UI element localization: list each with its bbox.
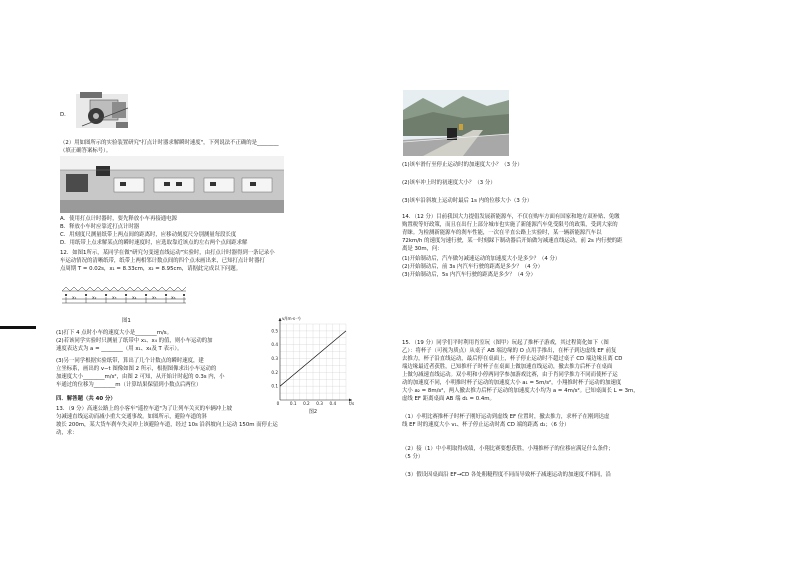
q15-stem-line7: 大小 a₂ = 8m/s²，两人撤去推力后杯子运动的加速度大小均为 a = 4m/s²。已知桌面长 L = 3m， (402, 388, 639, 394)
q15-part2-line1: （2）接（1）中小明取得成绩，小翔比赛要想获胜，小翔推杯子的位移应满足什么条件； (402, 446, 614, 452)
vt-graph (262, 314, 358, 418)
q12-part2-line2: 速度表达式为 a = ________（用 x₁、x₄及 T 表示）。 (56, 346, 183, 352)
y-tick-label: 0.1 (271, 383, 278, 389)
q14-stem-line1: 14．（12 分）目前我国大力提倡发展新能源车，不仅在购车方面有国家和地方双补贴、免缴 (402, 214, 620, 220)
y-tick-label: 0.4 (271, 342, 278, 348)
apparatus-photo-d (72, 88, 134, 134)
q13-stem-line4: 动，求： (56, 430, 78, 436)
section4-heading: 四．解答题（共 40 分） (56, 396, 116, 402)
apparatus-drawing (72, 88, 134, 134)
q15-part1-line2: 线 EF 时的速度大小 v₁、杯子停止运动时离 CD 端的距离 d₂；（6 分） (402, 422, 570, 428)
truck-ramp-photo (403, 90, 509, 156)
q15-stem-line2: 乙）：将杯子（可视为质点）从桌子 AB 端边缘的 O 点用手推出，在杯子到达虚线 EF 前复 (402, 348, 617, 354)
q13-part2: (2)该车冲上时的初速度大小？（3 分） (402, 180, 496, 186)
x-axis-label: t/s (349, 401, 355, 406)
figure2-caption: 图2 (308, 409, 318, 415)
q2-option-c: C．用刻度尺测量纸带上两点间的距离时，应移动刻度尺分别测量每段长度 (60, 232, 237, 238)
q12-stem-line3: 点周期 T = 0.02s，x₁ = 8.33cm，x₂ = 8.95cm，请据此完成以下问题。 (60, 266, 242, 272)
x-tick-label: 0.2 (303, 401, 310, 406)
q2-option-d: D．用纸带上点求解某点的瞬时速度时，应选取靠近该点的左右两个点间距求解 (60, 240, 248, 246)
q13-stem-line1: 13．（9 分）高速公路上的小客车"遥控车道"为了让列车关灭的车辆冲上坡 (56, 406, 232, 412)
q13-part1: (1)该车滑行至停止运动时的加速度大小？（3 分） (402, 162, 523, 168)
truck-ramp-drawing (403, 90, 509, 156)
x-tick-label: 0.3 (316, 401, 323, 406)
q14-part1: (1)开始制动后，汽车做匀减速运动的加速度大小是多少？（4 分） (402, 256, 561, 262)
q12-part2-line1: (2)若该同学实验时只测量了纸带中 x₁、x₄ 的值，则小车运动的加 (56, 338, 213, 344)
q15-stem-line5: 上做匀减速直线运动。双小明和小停两同学参加游戏比赛，由于肖同学推力不同而使杯子运 (402, 372, 618, 378)
q14-part2: (2)开始制动后，前 3s 内汽车行驶的距离是多少？（4 分） (402, 264, 544, 270)
y-tick-label: 0.5 (271, 328, 278, 334)
figure1-caption: 图1 (122, 318, 131, 324)
q13-stem-line3: 坡长 200m，某大货车刹车失灵冲上该避险车道，经过 10s 沿斜坡向上运动 150m 而停止运 (56, 422, 278, 428)
paper-tape-figure (60, 285, 188, 311)
tape-label-x3: x₃ (112, 296, 117, 301)
q2-option-a: A．使用打点计时器时，要先释放小车再接通电源 (60, 216, 177, 222)
y-tick-label: 0.3 (271, 356, 278, 362)
margin-bar (0, 326, 36, 329)
q15-stem-line3: 去推力，杯子沿直线运动，最后停在桌面上，杯子停止运动时不超过桌子 CD 端边缘且离 CD (402, 356, 623, 362)
q13-stem-line2: 匀减速直线运动而减小重大交通事故。如图所示，避险车道的斜 (56, 414, 207, 420)
lab-bench-photo (60, 156, 284, 213)
q2-option-b: B．释放小车时应靠近打点计时器 (60, 224, 140, 230)
q12-part3-line3: 加速度大小________m/s²，由图 2 可知，从开始计时起的 0.3s 内，小 (56, 374, 225, 380)
q14-stem-line4: 72km/h 的速度匀速行驶，某一时刻踩下制动器后开始做匀减速直线运动，前 2s 内行驶的距 (402, 238, 623, 244)
y-tick-label: 0.2 (271, 369, 278, 375)
q12-part3-line2: 立坐标系，画出的 v−t 图像如图 2 所示，根据图像求出小车运动的 (56, 366, 217, 372)
tape-label-x2: x₂ (92, 296, 97, 301)
option-d-label: D． (60, 112, 70, 118)
q14-part3: (3)开始制动后，5s 内汽车行驶的距离是多少？（4 分） (402, 272, 536, 278)
tape-label-x5: x₅ (152, 296, 157, 301)
x-tick-label: 0.1 (289, 401, 297, 406)
q2-stem-line1: （2）用如图所示的实验装置研究"打点计时器求解瞬时速度"，下列说法不正确的是________ (60, 140, 279, 146)
x-tick-label: 0 (276, 401, 280, 406)
q2-stem-line2: （填正确答案标号）。 (60, 148, 112, 154)
q14-stem-line5: 离是 30m，问： (402, 246, 443, 252)
y-axis-label: v/(m·s⁻¹) (282, 316, 301, 321)
q14-stem-line2: 购置税等好政策，而且在出行上部分城市也实施了新能源汽车免受限号的政策，受到大家的 (402, 222, 618, 228)
q15-stem-line8: 虚线 EF 距离桌面 AB 端 d₁ = 0.4m。 (402, 396, 495, 402)
vt-graph-svg (262, 314, 358, 418)
tape-label-x1: x₁ (72, 296, 77, 301)
tape-label-x6: x₆ (171, 296, 176, 301)
q15-part2-line2: （5 分） (402, 454, 424, 460)
q15-stem-line1: 15．（19 分）同学们平时利用肖室玩（图甲）玩起了推杯子游戏，其过程简化如下（图 (402, 340, 609, 346)
q12-stem-line2: 车运动情况的清晰纸带，纸带上两相邻计数点间的四个点未画出来，已知打点计时器打 (60, 258, 265, 264)
q12-stem-line1: 12．如图1所示，某同学在做"研究匀变速直线运动"实验时，由打点计时器得到一条记录小 (60, 250, 275, 256)
tape-label-x4: x₄ (132, 296, 137, 301)
x-tick-label: 0.4 (329, 401, 337, 406)
q15-stem-line4: 端边缘最近者获胜，已知推杆子时杯子在桌面上做加速直线运动，撤去推力后杯子在桌面 (402, 364, 613, 370)
lab-bench-drawing (60, 156, 284, 213)
q12-part3-line1: (3)另一同学根据实验纸带，算出了几个计数点的瞬时速度，建 (56, 358, 204, 364)
paper-tape-drawing (60, 285, 188, 305)
q13-part3: (3)该车沿斜坡上运动时最后 1s 内的位移大小（3 分） (402, 198, 533, 204)
q15-part3-line1: （3）假设因桌面沿 EF→CD 各处粗糙程度不同而导致杯子减速运动的加速度不相同，沿 (402, 472, 612, 478)
q12-part1: (1)打下 4 点时小车的速度大小是________m/s。 (56, 330, 173, 336)
q12-part3-line4: 车通过的位移为________m（计算结果保留到小数点后两位） (56, 382, 202, 388)
q14-stem-line3: 青睐。为检测新能源车的刹车性能，一次在平直公路上实验时，某一辆新能源汽车以 (402, 230, 602, 236)
q15-stem-line6: 动的加速度不同，小明推时杯子运动的加速度大小 a₁ = 5m/s²，小翔推时杯子运动的加速度 (402, 380, 622, 386)
q15-part1-line1: （1）小明比赛推杯子时杯子刚好运动到虚线 EF 位置时，撤去推力，求杯子在刚到达虚 (402, 414, 610, 420)
